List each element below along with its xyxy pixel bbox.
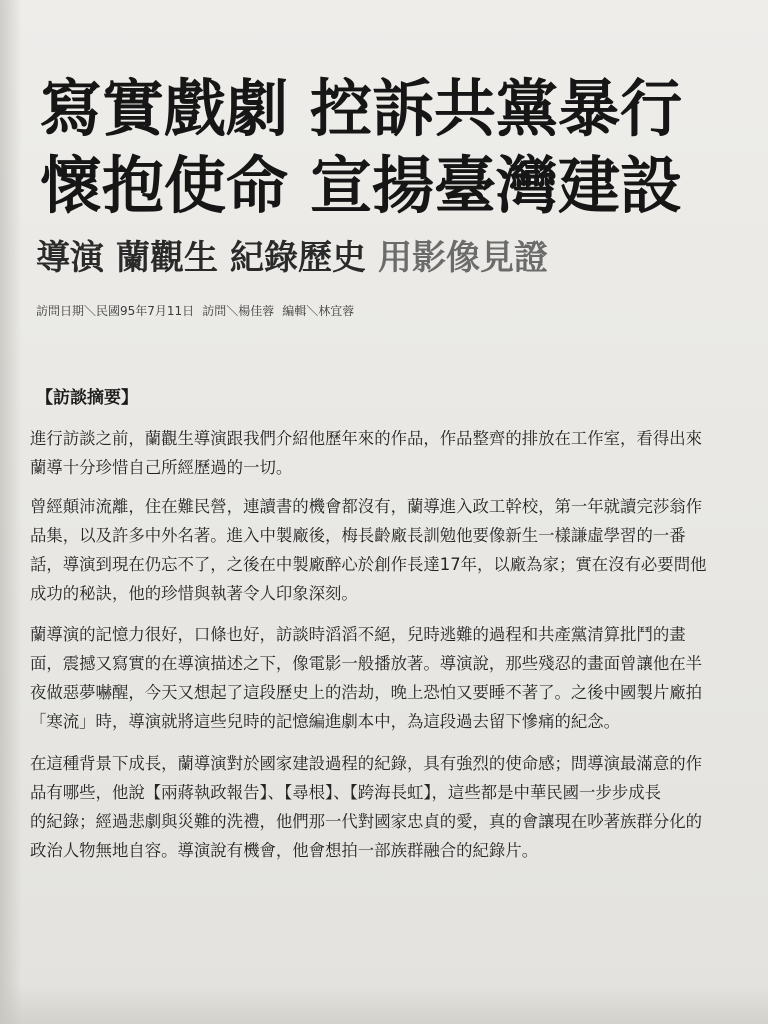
summary-paragraph-4 — [30, 749, 756, 865]
interview-credits — [36, 302, 354, 320]
summary-paragraph-3 — [30, 620, 756, 736]
subhead-director-name: 蘭觀生 — [116, 238, 218, 278]
headline-line-2-part-1: 懷抱使命 — [40, 149, 289, 222]
subhead — [36, 236, 548, 280]
paragraph-line: 面，震撼又寫實的在導演描述之下，像電影一般播放著。導演說，那些殘忍的畫面曾讓他在半 — [30, 654, 703, 673]
headline-line-1 — [40, 74, 760, 144]
paragraph-line: 曾經顛沛流離，住在難民營，連讀書的機會都沒有，蘭導進入政工幹校，第一年就讀完莎翁作 — [30, 497, 703, 516]
subhead-part-1: 導演 — [36, 238, 104, 278]
paragraph-line: 在這種背景下成長，蘭導演對於國家建設過程的紀錄，具有強烈的使命感；問導演最滿意的作 — [30, 754, 703, 773]
page-edge-shadow — [0, 0, 22, 1024]
summary-paragraph-1 — [30, 424, 756, 482]
paragraph-line: 的紀錄；經過悲劇與災難的洗禮，他們那一代對國家忠貞的愛，真的會讓現在吵著族群分化的 — [30, 812, 703, 831]
headline-line-1-part-1: 寫實戲劇 — [40, 72, 289, 145]
paragraph-line: 蘭導十分珍惜自己所經歷過的一切。 — [30, 458, 293, 477]
page-bottom-shadow — [0, 984, 768, 1024]
paragraph-line: 政治人物無地自容。導演說有機會，他會想拍一部族群融合的紀錄片。 — [30, 841, 539, 860]
paragraph-line: 品集，以及許多中外名著。進入中製廠後，梅長齡廠長訓勉他要像新生一樣謙虛學習的一番 — [30, 526, 686, 545]
paragraph-line: 「寒流」時，導演就將這些兒時的記憶編進劇本中，為這段過去留下慘痛的紀念。 — [30, 712, 621, 731]
paragraph-line: 品有哪些，他說【兩蔣執政報告】、【尋根】、【跨海長虹】，這些都是中華民國一步步成長 — [30, 783, 662, 802]
paragraph-line: 夜做惡夢嚇醒，今天又想起了這段歷史上的浩劫，晚上恐怕又要睡不著了。之後中國製片廠拍 — [30, 683, 703, 702]
paragraph-line: 話，導演到現在仍忘不了，之後在中製廠醉心於創作長達17年，以廠為家；實在沒有必要問他 — [30, 555, 707, 574]
paragraph-line: 蘭導演的記憶力很好，口條也好，訪談時滔滔不絕，兒時逃難的過程和共產黨清算批鬥的畫 — [30, 625, 686, 644]
interviewer-credit: 訪問＼楊佳蓉 — [202, 304, 275, 318]
paragraph-line: 成功的秘訣，他的珍惜與執著令人印象深刻。 — [30, 584, 358, 603]
subhead-part-3: 紀錄歷史 — [230, 238, 366, 278]
headline-line-2 — [40, 151, 760, 221]
headline-line-1-part-2: 控訴共黨暴行 — [310, 72, 683, 145]
headline-line-2-part-2: 宣揚臺灣建設 — [310, 149, 683, 222]
subhead-part-4: 用影像見證 — [378, 238, 548, 278]
summary-paragraph-2 — [30, 492, 756, 608]
interview-date: 訪問日期＼民國95年7月11日 — [36, 304, 195, 318]
editor-credit: 編輯＼林宜蓉 — [282, 304, 355, 318]
summary-heading: 【訪談摘要】 — [36, 388, 138, 408]
paragraph-line: 進行訪談之前，蘭觀生導演跟我們介紹他歷年來的作品，作品整齊的排放在工作室，看得出來 — [30, 429, 703, 448]
